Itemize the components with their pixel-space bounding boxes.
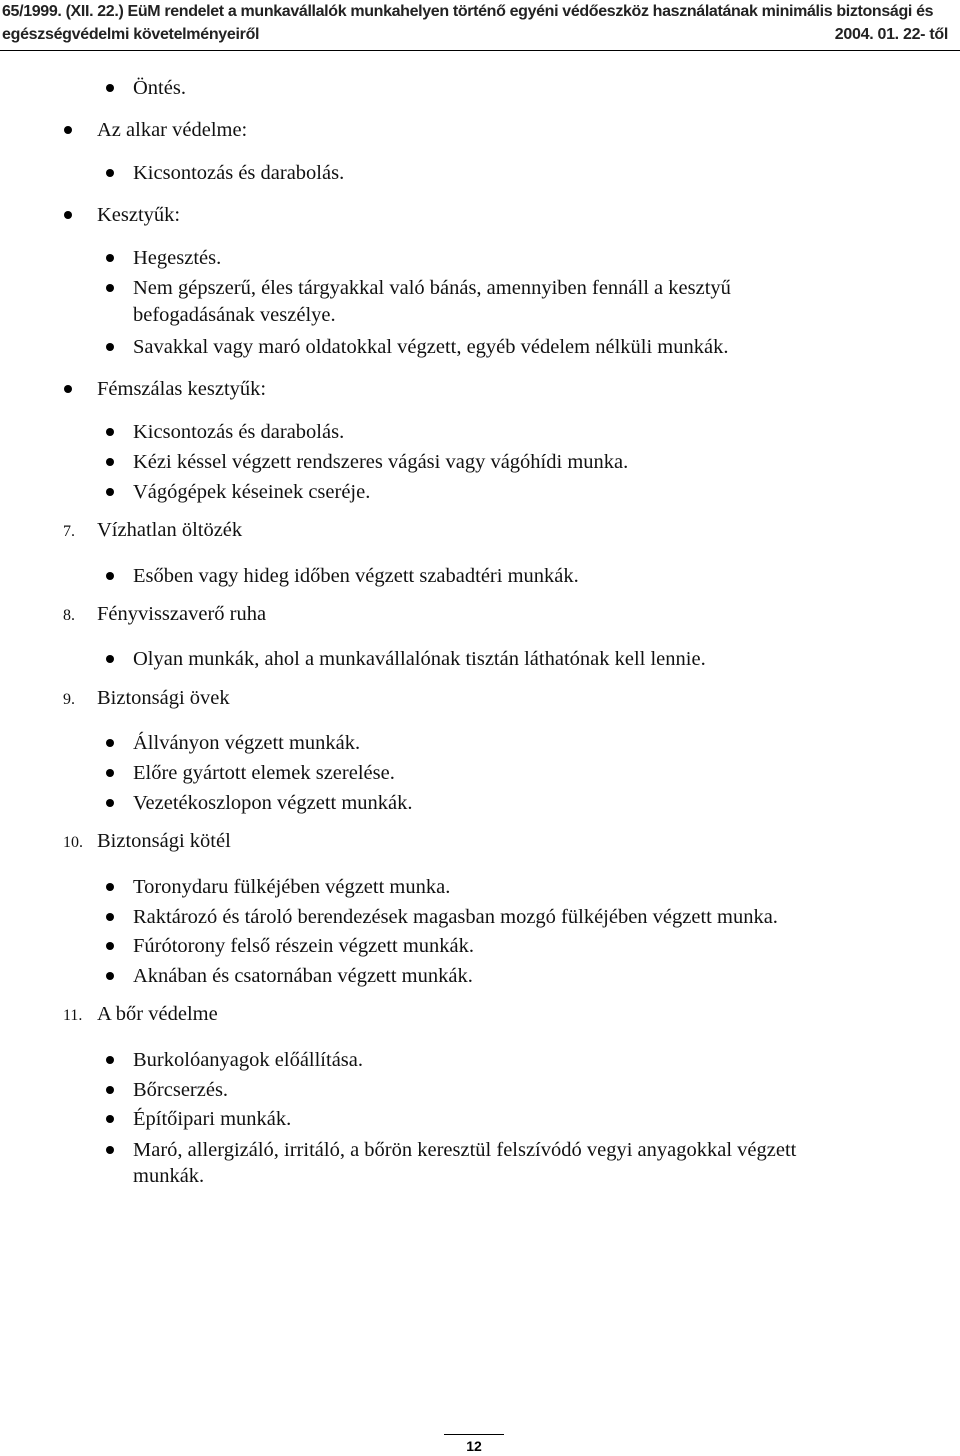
sub-list-item: Savakkal vagy maró oldatokkal végzett, egyéb védelem nélküli munkák. — [133, 336, 729, 358]
sub-list-item-continuation: befogadásának veszélye. — [133, 304, 336, 326]
section-heading: Biztonsági kötél — [97, 830, 231, 852]
sub-list-item: Kicsontozás és darabolás. — [133, 162, 345, 184]
sub-bullet-icon — [106, 1115, 114, 1123]
section-heading: Fényvisszaverő ruha — [97, 603, 267, 625]
header-title-line1: 65/1999. (XII. 22.) EüM rendelet a munkavállalók munkahelyen történő egyéni védőeszköz használatának minimális biztonsági és — [2, 3, 934, 20]
sub-bullet-icon — [106, 572, 114, 580]
section-heading: Biztonsági övek — [97, 687, 230, 709]
sub-bullet-icon — [106, 284, 114, 292]
sub-bullet-icon — [106, 739, 114, 747]
sub-list-item: Építőipari munkák. — [133, 1108, 292, 1130]
sub-bullet-icon — [106, 1056, 114, 1064]
sub-bullet-icon — [106, 913, 114, 921]
section-heading: Kesztyűk: — [97, 204, 181, 226]
section-bullet-icon — [64, 126, 72, 134]
section-number: 9. — [63, 691, 75, 708]
sub-list-item: Vezetékoszlopon végzett munkák. — [133, 792, 413, 814]
sub-list-item: Esőben vagy hideg időben végzett szabadtéri munkák. — [133, 565, 579, 587]
sub-list-item: Vágógépek késeinek cseréje. — [133, 481, 371, 503]
sub-bullet-icon — [106, 84, 114, 92]
sub-bullet-icon — [106, 458, 114, 466]
sub-list-item: Kicsontozás és darabolás. — [133, 421, 345, 443]
section-bullet-icon — [64, 211, 72, 219]
section-number: 11. — [63, 1007, 83, 1024]
sub-list-item: Öntés. — [133, 77, 186, 99]
sub-bullet-icon — [106, 655, 114, 663]
sub-bullet-icon — [106, 972, 114, 980]
section-number: 10. — [63, 834, 83, 851]
sub-list-item: Raktározó és tároló berendezések magasban mozgó fülkéjében végzett munka. — [133, 906, 778, 928]
sub-list-item: Kézi késsel végzett rendszeres vágási vagy vágóhídi munka. — [133, 451, 629, 473]
sub-list-item: Aknában és csatornában végzett munkák. — [133, 965, 473, 987]
sub-bullet-icon — [106, 343, 114, 351]
sub-bullet-icon — [106, 1086, 114, 1094]
sub-list-item: Fúrótorony felső részein végzett munkák. — [133, 935, 475, 957]
sub-bullet-icon — [106, 799, 114, 807]
sub-list-item: Burkolóanyagok előállítása. — [133, 1049, 363, 1071]
sub-list-item: Toronydaru fülkéjében végzett munka. — [133, 876, 451, 898]
sub-bullet-icon — [106, 883, 114, 891]
sub-list-item: Olyan munkák, ahol a munkavállalónak tisztán láthatónak kell lennie. — [133, 648, 706, 670]
sub-bullet-icon — [106, 942, 114, 950]
sub-list-item: Maró, allergizáló, irritáló, a bőrön keresztül felszívódó vegyi anyagokkal végzett — [133, 1139, 797, 1161]
section-number: 7. — [63, 523, 75, 540]
sub-bullet-icon — [106, 769, 114, 777]
header-divider — [0, 50, 960, 51]
sub-list-item-continuation: munkák. — [133, 1165, 205, 1187]
header-title-line2: egészségvédelmi követelményeiről — [2, 26, 260, 43]
sub-list-item: Bőrcserzés. — [133, 1079, 229, 1101]
sub-bullet-icon — [106, 254, 114, 262]
section-bullet-icon — [64, 385, 72, 393]
section-number: 8. — [63, 607, 75, 624]
section-heading: A bőr védelme — [97, 1003, 218, 1025]
sub-bullet-icon — [106, 488, 114, 496]
page-number: 12 — [466, 1438, 482, 1454]
sub-list-item: Állványon végzett munkák. — [133, 732, 361, 754]
sub-bullet-icon — [106, 169, 114, 177]
sub-bullet-icon — [106, 428, 114, 436]
footer-divider — [444, 1434, 504, 1435]
section-heading: Vízhatlan öltözék — [97, 519, 243, 541]
sub-list-item: Előre gyártott elemek szerelése. — [133, 762, 395, 784]
section-heading: Az alkar védelme: — [97, 119, 248, 141]
header-effective-date: 2004. 01. 22- től — [834, 26, 948, 43]
sub-list-item: Hegesztés. — [133, 247, 222, 269]
sub-bullet-icon — [106, 1146, 114, 1154]
section-heading: Fémszálas kesztyűk: — [97, 378, 267, 400]
sub-list-item: Nem gépszerű, éles tárgyakkal való bánás, amennyiben fennáll a kesztyű — [133, 277, 731, 299]
